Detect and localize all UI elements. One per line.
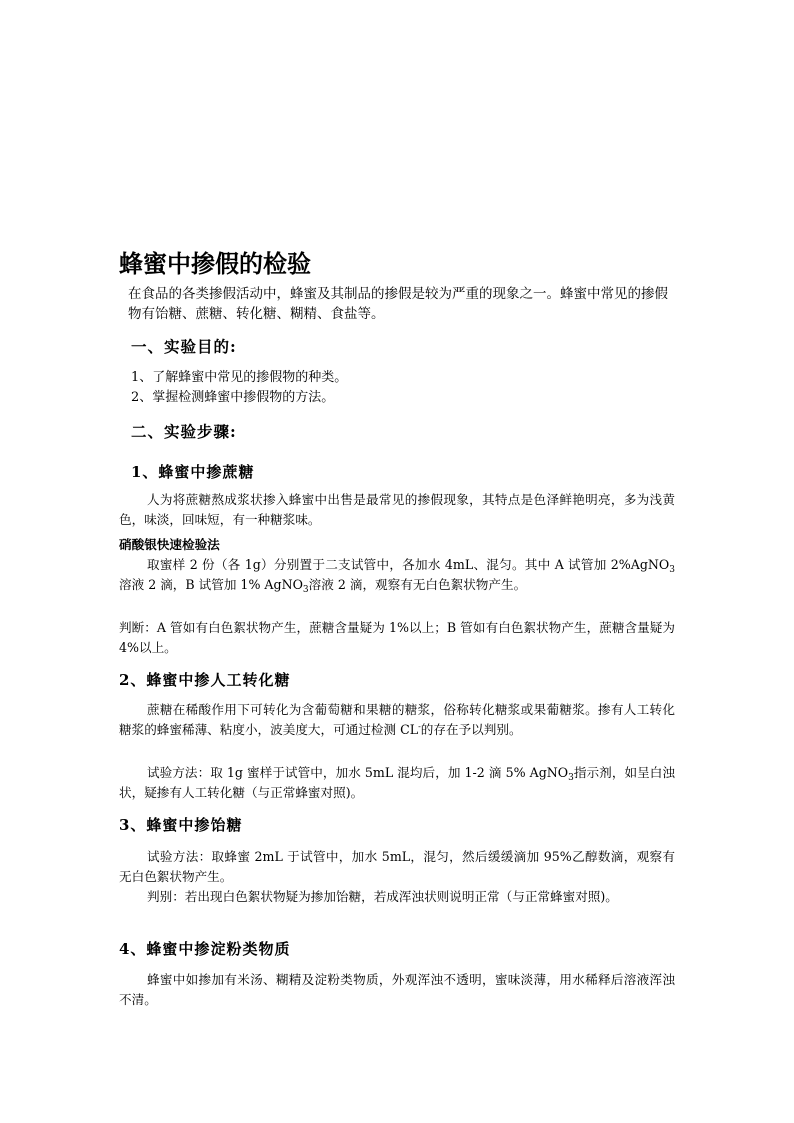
section-heading-steps: 二、实验步骤: (131, 422, 237, 441)
method-label-silver-nitrate: 硝酸银快速检验法 (119, 537, 220, 552)
subsection-heading-starch: 4、蜂蜜中掺淀粉类物质 (119, 940, 291, 958)
subsection-heading-maltose-syrup: 3、蜂蜜中掺饴糖 (119, 816, 243, 834)
purpose-item-1: 1、了解蜂蜜中常见的掺假物的种类。 (131, 370, 348, 385)
subsection-heading-sucrose: 1、蜂蜜中掺蔗糖 (131, 463, 255, 481)
invert-sugar-description: 蔗糖在稀酸作用下可转化为含葡萄糖和果糖的糖浆，俗称转化糖浆或果葡糖浆。掺有人工转化糖浆的蜂蜜稀薄、粘度小，波美度大，可通过检测 CL-的存在予以判别。 (119, 702, 675, 737)
sucrose-description: 人为将蔗糖熬成浆状掺入蜂蜜中出售是最常见的掺假现象，其特点是色泽鲜艳明亮，多为浅黄色，味淡，回味短，有一种糖浆味。 (119, 492, 675, 527)
document-title: 蜂蜜中掺假的检验 (119, 250, 311, 278)
subsection-heading-invert-sugar: 2、蜂蜜中掺人工转化糖 (119, 671, 291, 689)
sucrose-procedure: 取蜜样 2 份（各 1g）分别置于二支试管中，各加水 4mL、混匀。其中 A 试管加 2%AgNO$_3$溶液 2 滴，B 试管加 1% AgNO$_3$溶液 2 滴，观察有无白色絮状物产生。 (119, 557, 675, 595)
section-heading-purpose: 一、实验目的: (131, 337, 237, 356)
purpose-item-2: 2、掌握检测蜂蜜中掺假物的方法。 (131, 390, 335, 405)
intro-paragraph: 在食品的各类掺假活动中，蜂蜜及其制品的掺假是较为严重的现象之一。蜂蜜中常见的掺假物有饴糖、蔗糖、转化糖、糊精、食盐等。 (128, 286, 668, 322)
starch-description: 蜂蜜中如掺加有米汤、糊精及淀粉类物质，外观浑浊不透明，蜜味淡薄，用水稀释后溶液浑浊不清。 (119, 972, 675, 1007)
invert-sugar-procedure: 试验方法：取 1g 蜜样于试管中，加水 5mL 混均后，加 1-2 滴 5% AgNO$_3$指示剂，如呈白浊状，疑掺有人工转化糖（与正常蜂蜜对照)。 (119, 765, 675, 800)
maltose-procedure: 试验方法：取蜂蜜 2mL 于试管中，加水 5mL，混匀，然后缓缓滴加 95%乙醇数滴，观察有无白色絮状物产生。 (119, 849, 675, 884)
maltose-judgement: 判别：若出现白色絮状物疑为掺加饴糖，若成浑浊状则说明正常（与正常蜂蜜对照)。 (147, 889, 618, 904)
sucrose-judgement: 判断：A 管如有白色絮状物产生，蔗糖含量疑为 1%以上；B 管如有白色絮状物产生，蔗糖含量疑为 4%以上。 (119, 620, 675, 655)
